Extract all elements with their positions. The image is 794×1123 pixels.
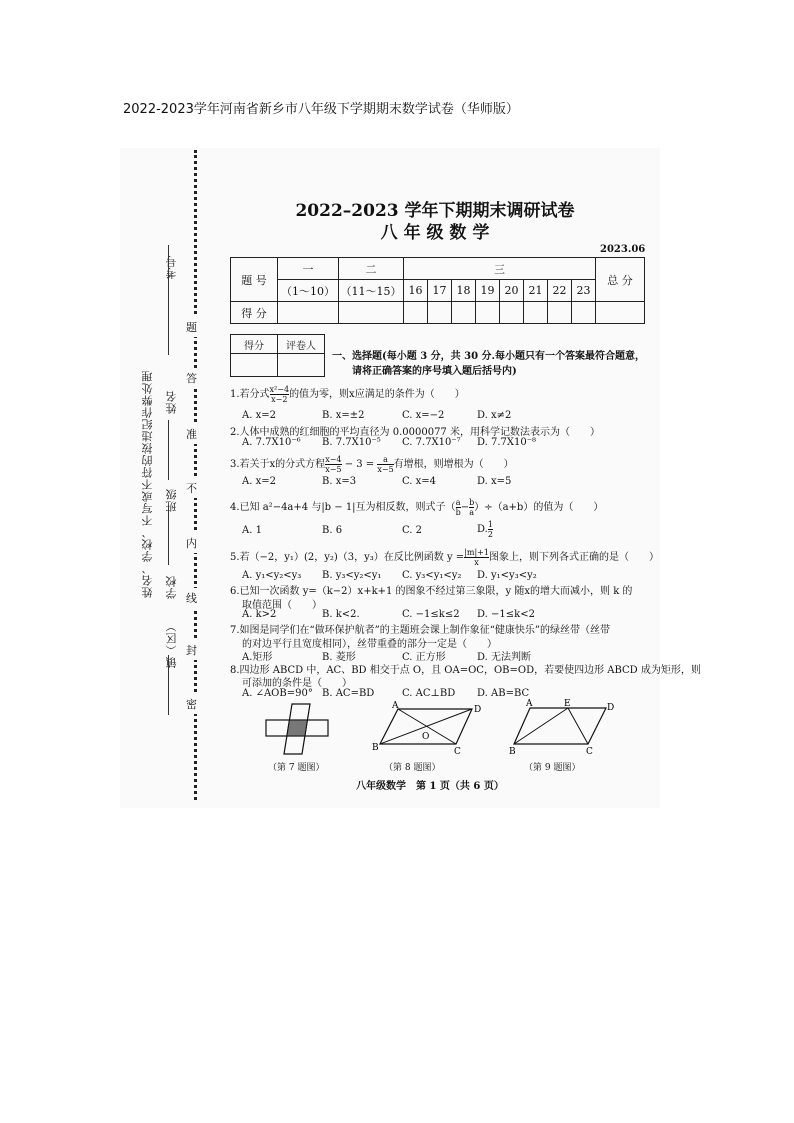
label-B: B xyxy=(372,743,379,753)
label-B: B xyxy=(509,747,516,756)
section1-heading: 一、选择题(每小题 3 分，共 30 分.每小题只有一个答案最符合题意， xyxy=(332,351,646,362)
q3-numerator: a xyxy=(377,455,393,465)
side-town-label: 镇（区） xyxy=(165,620,178,668)
seal-char: 题 xyxy=(186,317,197,337)
side-notice: 姓名、学校、不写或不符的按违纪作弊处理 xyxy=(141,370,154,598)
q7-option-d: D. 无法判断 xyxy=(477,652,532,663)
label-O: O xyxy=(422,732,430,742)
exam-subject: 八 年 级 数 学 xyxy=(380,223,490,243)
q1-fraction xyxy=(270,385,290,404)
score-cell xyxy=(476,302,500,324)
question-6-line-1: 6.已知一次函数 y=（k−2）x+k+1 的图象不经过第三象限，y 随x的增大而减小，则 k 的 xyxy=(230,586,633,597)
label-C: C xyxy=(454,747,461,756)
q5-option-b: B. y₃<y₂<y₁ xyxy=(322,570,382,581)
label-E: E xyxy=(564,699,571,709)
q3-denominator: x−5 xyxy=(325,465,342,474)
question-number: 21 xyxy=(524,280,548,302)
segment-ec xyxy=(568,708,588,744)
score-cell xyxy=(452,302,476,324)
question-6-line-2: 取值范围（ ） xyxy=(242,600,322,611)
grader-label: 评卷人 xyxy=(278,335,325,354)
side-line xyxy=(168,505,169,565)
section1-instructions: 请将正确答案的序号填入题后括号内) xyxy=(352,366,517,377)
figure-8-quadrilateral xyxy=(368,700,488,756)
q6-option-c: C. −1≤k≤2 xyxy=(402,609,460,620)
q2-option-c: C. 7.7X10⁻⁷ xyxy=(402,437,461,448)
question-number: 19 xyxy=(476,280,500,302)
q7-option-c: C. 正方形 xyxy=(402,652,446,663)
q8-option-c: C. AC⊥BD xyxy=(402,688,456,699)
question-number: 16 xyxy=(404,280,428,302)
q3-post: 有增根，则增根为（ ） xyxy=(393,459,514,470)
question-number: 20 xyxy=(500,280,524,302)
label-C: C xyxy=(586,747,593,756)
seal-char: 内 xyxy=(186,533,197,553)
q6-option-d: D. −1≤k<2 xyxy=(477,609,535,620)
q8-option-d: D. AB=BC xyxy=(477,688,530,699)
q4-pre: 4.已知 a²−4a+4 与|b − 1|互为相反数，则式子（ xyxy=(230,502,456,513)
q4-option-c: C. 2 xyxy=(402,525,423,536)
q5-fraction xyxy=(464,548,489,567)
label-total: 总 分 xyxy=(596,258,645,302)
question-number: 17 xyxy=(428,280,452,302)
q6-option-a: A. k>2 xyxy=(242,609,277,620)
q4-numerator: b xyxy=(469,498,475,507)
label-D: D xyxy=(607,703,615,713)
figure-9-caption: （第 9 题图） xyxy=(524,763,581,773)
grader-name-cell xyxy=(278,354,325,377)
seal-char: 答 xyxy=(186,368,197,388)
figure-7-caption: （第 7 题图） xyxy=(268,763,325,773)
q3-numerator: x−4 xyxy=(325,455,342,464)
seal-char: 不 xyxy=(186,478,197,498)
q8-option-a: A. ∠AOB=90° xyxy=(242,688,313,699)
q5-numerator: |m|+1 xyxy=(464,548,489,557)
question-2: 2.人体中成熟的红细胞的平均直径为 0.0000077 米，用科学记数法表示为（ ） xyxy=(230,427,600,438)
side-class-label: 班级 xyxy=(165,488,178,512)
side-line xyxy=(168,420,169,480)
q5-option-c: C. y₃<y₁<y₂ xyxy=(402,570,462,581)
q3-denominator: x−5 xyxy=(377,465,394,474)
side-line xyxy=(168,245,169,355)
grader-box xyxy=(230,334,325,377)
q7-option-b: B. 菱形 xyxy=(322,652,356,663)
q4-denominator: a xyxy=(469,508,475,517)
score-cell xyxy=(404,302,428,324)
question-7-line-1: 7.如图是同学们在“做环保护航者”的主题班会课上制作象征“健康快乐”的绿丝带（丝带 xyxy=(230,625,610,636)
section-2: 二 xyxy=(339,258,404,280)
score-cell xyxy=(500,302,524,324)
q1-option-c: C. x=−2 xyxy=(402,410,445,421)
q5-post: 图象上，则下列各式正确的是（ ） xyxy=(488,552,659,563)
section-1: 一 xyxy=(278,258,339,280)
exam-title: 2022–2023 学年下期期末调研试卷 xyxy=(295,201,575,221)
label-A: A xyxy=(526,699,533,709)
q3-option-c: C. x=4 xyxy=(402,476,437,487)
q1-post: 的值为零，则x应满足的条件为（ ） xyxy=(289,389,465,400)
seal-char: 封 xyxy=(186,640,197,660)
question-8-line-2: 可添加的条件是（ ） xyxy=(242,678,352,689)
q2-option-a: A. 7.7X10⁻⁶ xyxy=(242,437,301,448)
score-cell xyxy=(339,302,404,324)
label-question-no: 题 号 xyxy=(231,258,278,302)
q1-option-b: B. x=±2 xyxy=(322,410,365,421)
section-2-range: （11～15） xyxy=(339,280,404,302)
score-cell xyxy=(524,302,548,324)
question-number: 18 xyxy=(452,280,476,302)
seal-char: 密 xyxy=(186,694,197,714)
score-cell xyxy=(428,302,452,324)
seal-char: 准 xyxy=(186,424,197,444)
question-number: 23 xyxy=(572,280,596,302)
q1-denominator: x−2 xyxy=(271,395,288,404)
side-exam-no-label: 考号 xyxy=(165,255,178,279)
question-4 xyxy=(230,498,603,517)
q4-option-a: A. 1 xyxy=(242,525,262,536)
score-cell xyxy=(572,302,596,324)
score-table xyxy=(230,257,645,324)
q4-d-label: D. xyxy=(477,524,488,535)
side-line xyxy=(168,655,169,715)
figure-7-ribbons xyxy=(262,700,332,758)
ribbon-overlap xyxy=(287,720,308,736)
q4-d-fraction xyxy=(488,520,493,539)
q2-option-d: D. 7.7X10⁻⁸ xyxy=(477,437,537,448)
q5-option-d: D. y₁<y₃<y₂ xyxy=(477,570,537,581)
exam-date: 2023.06 xyxy=(600,244,646,255)
q4-post: ）÷（a+b）的值为（ ） xyxy=(474,502,604,513)
question-5 xyxy=(230,548,659,567)
q1-numerator: x²−4 xyxy=(269,385,290,394)
grader-score-label: 得分 xyxy=(231,335,278,354)
question-7-line-2: 的对边平行且宽度相同），丝带重叠的部分一定是（ ） xyxy=(242,639,497,650)
q3-pre: 3.若关于x的分式方程 xyxy=(230,459,326,470)
q5-denominator: x xyxy=(474,558,479,567)
q3-mid: − 3 = xyxy=(344,459,375,470)
grader-score-cell xyxy=(231,354,278,377)
question-number: 22 xyxy=(548,280,572,302)
q3-option-d: D. x=5 xyxy=(477,476,512,487)
q1-option-d: D. x≠2 xyxy=(477,410,512,421)
q4-option-b: B. 6 xyxy=(322,525,343,536)
figure-9-quadrilateral xyxy=(508,696,618,756)
label-A: A xyxy=(392,701,399,711)
q3-option-a: A. x=2 xyxy=(242,476,276,487)
side-name-label: 姓名 xyxy=(165,390,178,414)
q2-option-b: B. 7.7X10⁻⁵ xyxy=(322,437,381,448)
q3-option-b: B. x=3 xyxy=(322,476,357,487)
score-cell xyxy=(278,302,339,324)
q4-minus: − xyxy=(460,502,470,513)
question-8-line-1: 8.四边形 ABCD 中，AC、BD 相交于点 O，且 OA=OC，OB=OD，若要使四边形 ABCD 成为矩形，则 xyxy=(230,665,701,676)
side-school-label: 学校 xyxy=(165,575,178,599)
q4-d-numerator: 1 xyxy=(487,520,493,529)
score-cell xyxy=(596,302,645,324)
score-cell xyxy=(548,302,572,324)
q4-denominator: b xyxy=(455,508,461,517)
q3-fraction-left xyxy=(325,455,341,474)
section-3: 三 xyxy=(404,258,596,280)
figure-8-caption: （第 8 题图） xyxy=(384,763,441,773)
label-D: D xyxy=(474,705,482,715)
question-3 xyxy=(230,455,514,474)
q1-pre: 1.若分式 xyxy=(230,389,270,400)
q8-option-b: B. AC=BD xyxy=(322,688,375,699)
document-title: 2022-2023学年河南省新乡市八年级下学期期末数学试卷（华师版） xyxy=(123,102,519,117)
q5-pre: 5.若（−2，y₁）(2，y₂)（3，y₃）在反比例函数 y = xyxy=(230,552,465,563)
seal-char: 线 xyxy=(186,588,197,608)
question-1 xyxy=(230,385,465,404)
q1-option-a: A. x=2 xyxy=(242,410,276,421)
q5-option-a: A. y₁<y₂<y₃ xyxy=(242,570,302,581)
q4-option-d xyxy=(477,520,493,539)
page-footer: 八年级数学 第 1 页（共 6 页） xyxy=(356,781,504,792)
q4-d-denominator: 2 xyxy=(487,530,493,539)
q4-numerator: a xyxy=(455,498,461,507)
label-score: 得 分 xyxy=(231,302,278,324)
q3-fraction-right xyxy=(377,455,393,474)
q7-option-a: A.矩形 xyxy=(242,652,273,663)
q6-option-b: B. k<2. xyxy=(322,609,360,620)
section-1-range: （1～10） xyxy=(278,280,339,302)
